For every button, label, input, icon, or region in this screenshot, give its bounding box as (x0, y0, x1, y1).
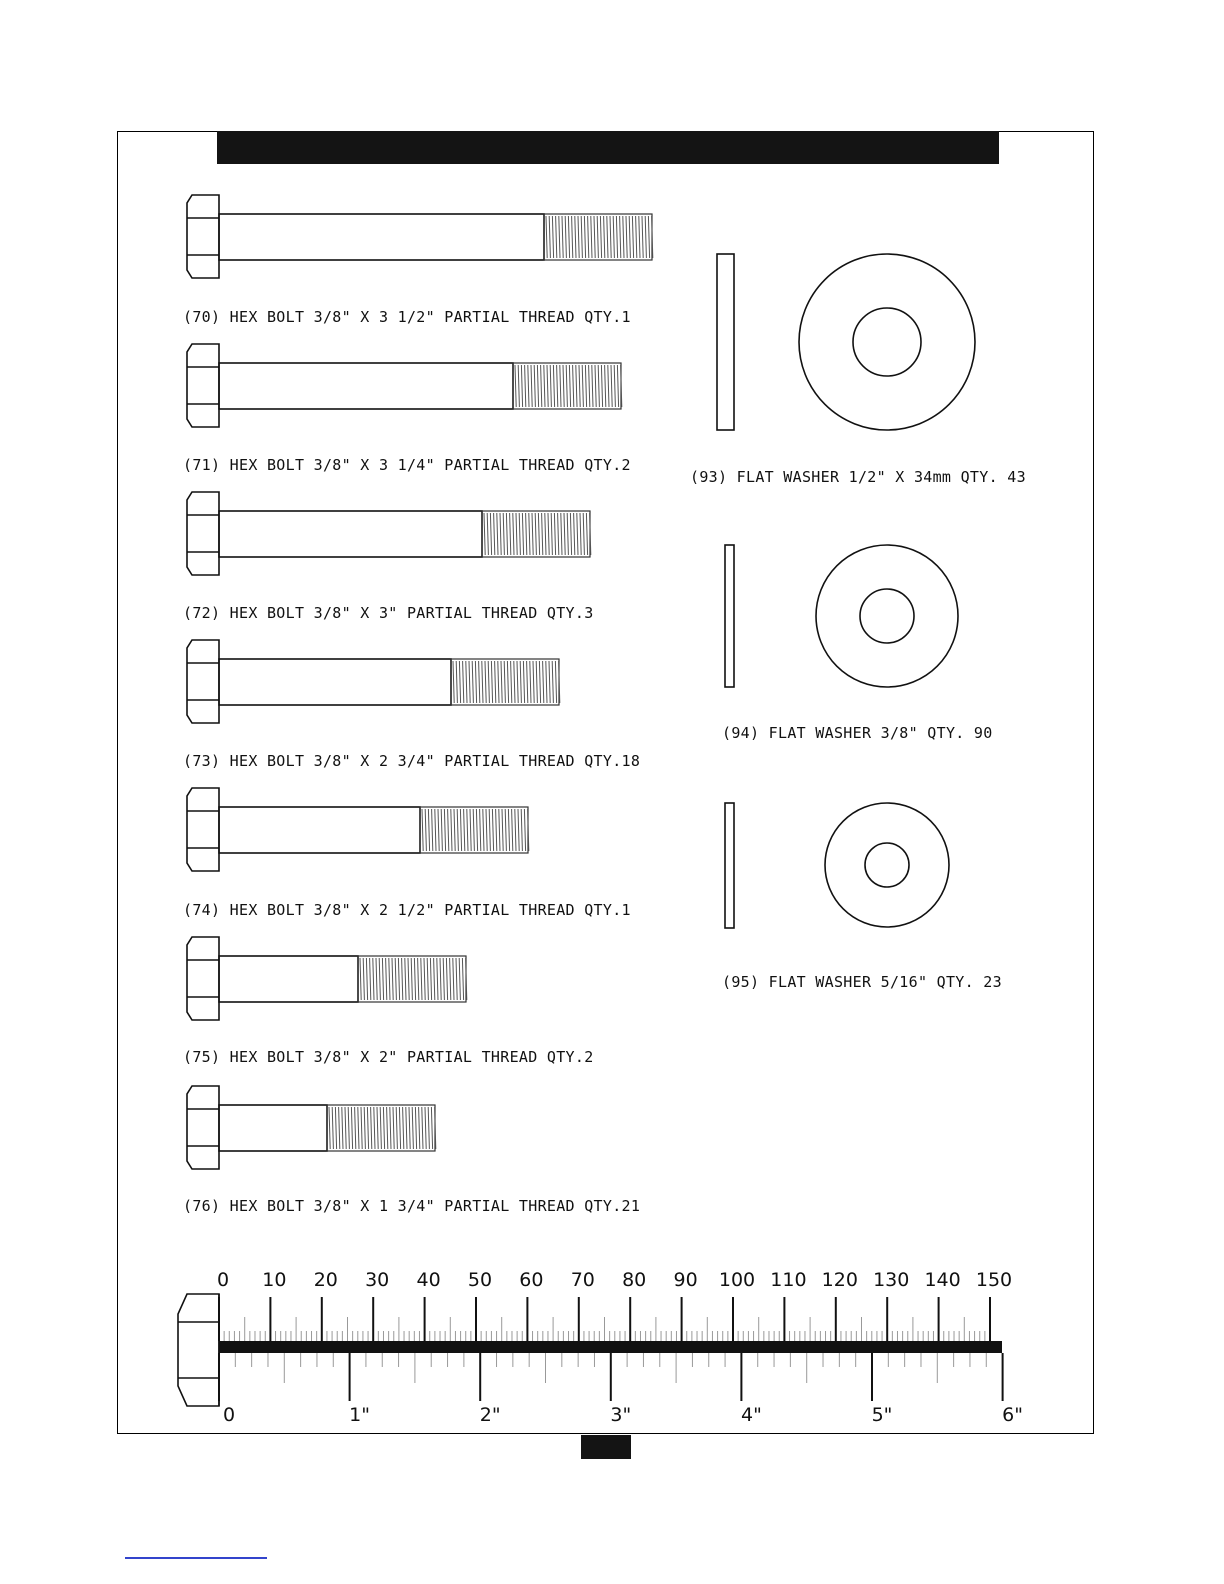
ruler-bar (219, 1341, 1002, 1353)
mm-label: 40 (416, 1269, 441, 1291)
bolt-thread (482, 511, 591, 557)
mm-label: 50 (467, 1269, 493, 1291)
mm-label: 80 (622, 1269, 647, 1291)
inch-label: 5" (871, 1404, 893, 1426)
measuring-ruler (178, 1269, 1023, 1426)
bolt-thread (420, 807, 529, 853)
bolts-group (187, 195, 653, 1169)
bolt-labels-group (183, 308, 640, 1215)
inch-label: 2" (479, 1404, 501, 1426)
bolt-label-75: (75) HEX BOLT 3/8" X 2" PARTIAL THREAD QTY.2 (183, 1048, 594, 1066)
bolt-head-icon (187, 492, 219, 575)
inch-label: 6" (1002, 1404, 1024, 1426)
washer-95-hole (865, 843, 909, 887)
mm-label: 140 (924, 1269, 961, 1291)
washer-94-face (816, 545, 958, 687)
bolt-thread (451, 659, 560, 705)
bolt-head-icon (187, 640, 219, 723)
bolt-thread (327, 1105, 436, 1151)
hex-bolt-2 (187, 492, 591, 575)
bolt-shank (219, 807, 420, 853)
bolt-head-icon (187, 344, 219, 427)
bolt-shank (219, 659, 451, 705)
bolt-shank (219, 363, 513, 409)
mm-label: 30 (365, 1269, 390, 1291)
washer-94-hole (860, 589, 914, 643)
washer-label-93: (93) FLAT WASHER 1/2" X 34mm QTY. 43 (690, 468, 1026, 486)
washer-label-95: (95) FLAT WASHER 5/16" QTY. 23 (722, 973, 1002, 991)
washers-group (690, 254, 1026, 991)
bolt-thread (513, 363, 622, 409)
hex-bolt-4 (187, 788, 529, 871)
washer-93-hole (853, 308, 921, 376)
washer-label-94: (94) FLAT WASHER 3/8" QTY. 90 (722, 724, 993, 742)
bolt-label-73: (73) HEX BOLT 3/8" X 2 3/4" PARTIAL THREAD QTY.18 (183, 752, 641, 770)
ruler-hex-head-icon (178, 1294, 219, 1406)
hex-bolt-1 (187, 344, 622, 427)
hex-bolt-3 (187, 640, 560, 723)
mm-label: 70 (570, 1269, 595, 1291)
mm-label: 110 (770, 1269, 807, 1291)
inch-label: 4" (740, 1404, 762, 1426)
bolt-label-71: (71) HEX BOLT 3/8" X 3 1/4" PARTIAL THREAD QTY.2 (183, 456, 631, 474)
bolt-thread (544, 214, 653, 260)
washer-93-face (799, 254, 975, 430)
hex-bolt-0 (187, 195, 653, 278)
bolt-shank (219, 1105, 327, 1151)
hex-bolt-5 (187, 937, 467, 1020)
bolt-shank (219, 956, 358, 1002)
bolt-head-icon (187, 195, 219, 278)
mm-label: 10 (262, 1269, 287, 1291)
mm-label: 20 (313, 1269, 338, 1291)
washer-95-face (825, 803, 949, 927)
mm-label: 150 (975, 1269, 1013, 1291)
washer-95-side (725, 803, 734, 928)
inch-label: 1" (349, 1404, 371, 1426)
bolt-shank (219, 214, 544, 260)
inch-label: 3" (610, 1404, 632, 1426)
bolt-label-70: (70) HEX BOLT 3/8" X 3 1/2" PARTIAL THREAD QTY.1 (183, 308, 631, 326)
bolt-shank (219, 511, 482, 557)
bolt-label-72: (72) HEX BOLT 3/8" X 3" PARTIAL THREAD QTY.3 (183, 604, 594, 622)
washer-94-side (725, 545, 734, 687)
bolt-label-76: (76) HEX BOLT 3/8" X 1 3/4" PARTIAL THREAD QTY.21 (183, 1197, 641, 1215)
mm-label: 120 (821, 1269, 858, 1291)
mm-label: 60 (519, 1269, 544, 1291)
mm-label: 130 (873, 1269, 910, 1291)
bolt-thread (358, 956, 467, 1002)
washer-93-side (717, 254, 734, 430)
bolt-head-icon (187, 1086, 219, 1169)
bolt-head-icon (187, 788, 219, 871)
mm-label: 90 (673, 1269, 698, 1291)
bolt-label-74: (74) HEX BOLT 3/8" X 2 1/2" PARTIAL THREAD QTY.1 (183, 901, 631, 919)
mm-label: 0 (216, 1269, 230, 1291)
hex-bolt-6 (187, 1086, 436, 1169)
mm-label: 100 (718, 1269, 756, 1291)
bolt-head-icon (187, 937, 219, 1020)
inch-label: 0 (222, 1404, 236, 1426)
